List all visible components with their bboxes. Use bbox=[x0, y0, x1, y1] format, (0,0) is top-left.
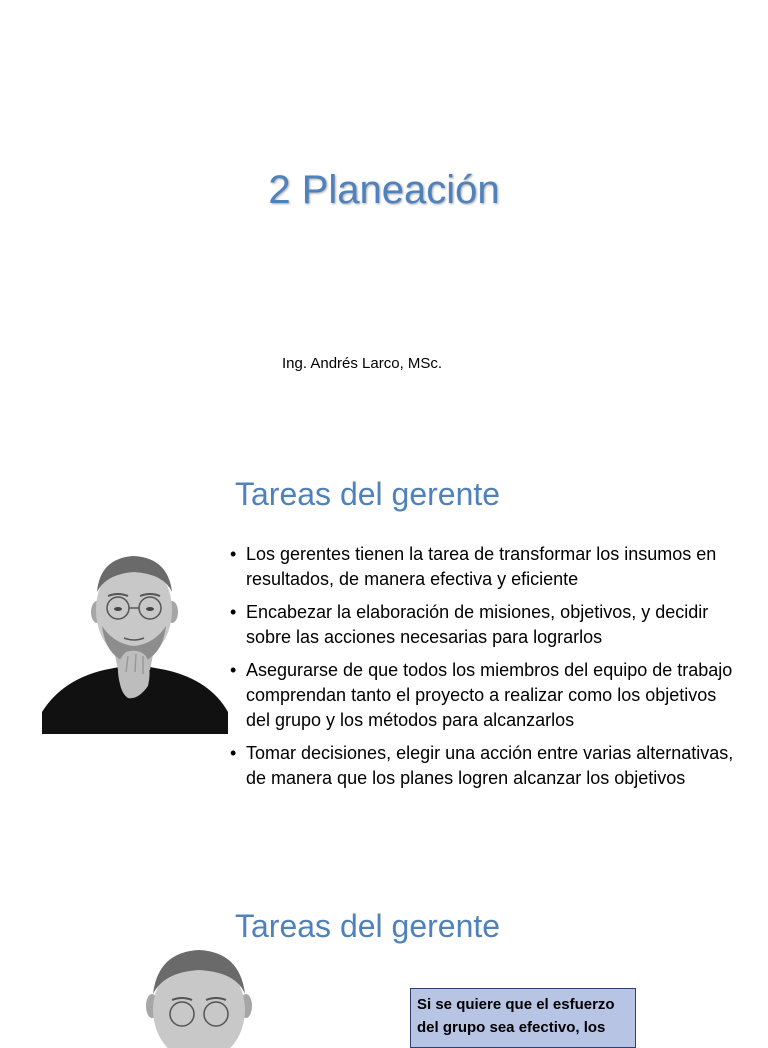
bullet-text: Tomar decisiones, elegir una acción entre varias alternativas, de manera que los planes logren alcanzar los objetivos bbox=[246, 743, 734, 788]
bullet-glyph: • bbox=[230, 743, 237, 763]
bullet-text: Encabezar la elaboración de misiones, objetivos, y decidir sobre las acciones necesarias para lograrlos bbox=[246, 602, 709, 647]
portrait-photo bbox=[140, 950, 258, 1024]
bullet-list bbox=[230, 542, 745, 799]
slide-title: Tareas del gerente bbox=[235, 908, 501, 944]
content-slide-tareas-2 bbox=[0, 864, 768, 1036]
presentation-title: 2 Planeación bbox=[268, 168, 500, 212]
bullet-item bbox=[230, 542, 745, 592]
portrait-photo bbox=[42, 552, 228, 734]
bullet-text: Los gerentes tienen la tarea de transformar los insumos en resultados, de manera efectiva y eficiente bbox=[246, 544, 717, 589]
bullet-item bbox=[230, 741, 745, 791]
bullet-glyph: • bbox=[230, 544, 237, 564]
callout-box: Si se quiere que el esfuerzo del grupo sea efectivo, los bbox=[410, 988, 636, 1048]
slide-title: Tareas del gerente bbox=[235, 476, 501, 512]
bullet-glyph: • bbox=[230, 602, 237, 622]
bullet-item bbox=[230, 600, 745, 650]
bullet-text: Asegurarse de que todos los miembros del equipo de trabajo comprendan tanto el proyecto a realizar como los objetivos del grupo y los métodos para alcanzarlos bbox=[246, 660, 733, 730]
bullet-item bbox=[230, 658, 745, 733]
content-slide-tareas bbox=[0, 432, 768, 864]
title-slide bbox=[0, 0, 768, 432]
bullet-glyph: • bbox=[230, 660, 237, 680]
author-subtitle: Ing. Andrés Larco, MSc. bbox=[282, 355, 443, 372]
